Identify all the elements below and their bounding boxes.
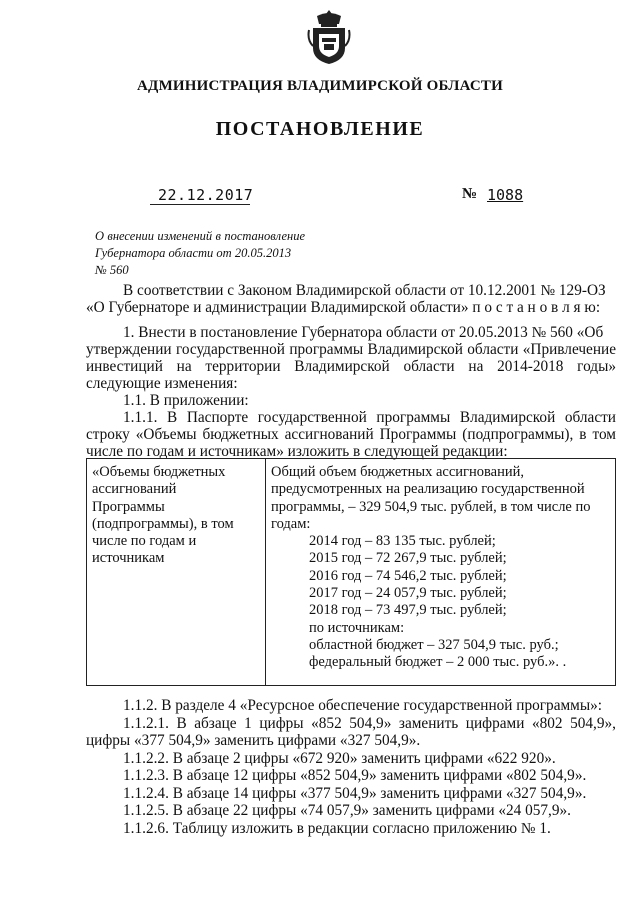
p1126-line: 1.1.2.6. Таблицу изложить в редакции согласно приложению № 1.: [123, 820, 551, 837]
table-left-cell: [87, 459, 266, 686]
p111-line-2: строку «Объемы бюджетных ассигнований Программы (подпрограммы), в том: [86, 426, 616, 443]
p112-line-1: 1.1.2. В разделе 4 «Ресурсное обеспечение государственной программы»:: [123, 697, 603, 714]
subject-line-2: Губернатора области от 20.05.2013 № 560: [95, 246, 292, 277]
document-subject: [95, 228, 305, 279]
budget-table: [86, 458, 616, 686]
right-cell-line: программы, – 329 504,9 тыс. рублей, в том числе по: [271, 498, 591, 515]
right-cell-line: годам:: [271, 515, 311, 532]
subject-line-1: О внесении изменений в постановление: [95, 229, 305, 243]
intro-line-1: В соответствии с Законом Владимирской области от 10.12.2001 № 129-ОЗ: [123, 282, 606, 299]
left-cell-line: «Объемы бюджетных: [92, 464, 226, 480]
document-date: 22.12.2017: [158, 186, 254, 204]
organization-title: АДМИНИСТРАЦИЯ ВЛАДИМИРСКОЙ ОБЛАСТИ: [137, 78, 503, 94]
p1125-line: 1.1.2.5. В абзаце 22 цифры «74 057,9» заменить цифрами «24 057,9».: [123, 802, 571, 819]
p111-line-1: 1.1.1. В Паспорте государственной программы Владимирской области: [123, 409, 616, 426]
left-cell-line: числе по годам и: [92, 533, 197, 550]
left-cell-line: ассигнований: [92, 481, 177, 498]
p1121-line-2: цифры «377 504,9» заменить цифрами «327 504,9».: [86, 732, 421, 749]
p1124-line: 1.1.2.4. В абзаце 14 цифры «377 504,9» заменить цифрами «327 504,9».: [123, 785, 587, 802]
p111-line-3: числе по годам и источникам» изложить в следующей редакции:: [86, 443, 508, 460]
left-cell-line: источникам: [92, 550, 165, 567]
p1-line-4: следующие изменения:: [86, 375, 238, 392]
document-type: ПОСТАНОВЛЕНИЕ: [215, 118, 425, 140]
year-line: 2016 год – 74 546,2 тыс. рублей;: [309, 567, 507, 584]
document-number: 1088: [487, 186, 524, 204]
p1122-line: 1.1.2.2. В абзаце 2 цифры «672 920» заменить цифрами «622 920».: [123, 750, 556, 767]
date-underline: [150, 204, 250, 205]
right-cell-line: Общий объем бюджетных ассигнований,: [271, 464, 525, 480]
p1-line-3: инвестиций на территории Владимирской области на 2014-2018 годы»: [86, 358, 616, 375]
p1-line-2: утверждении государственной программы Владимирской области «Привлечение: [86, 341, 616, 358]
left-cell-line: Программы: [92, 498, 165, 515]
coat-of-arms-icon: [307, 8, 351, 66]
source-line: федеральный бюджет – 2 000 тыс. руб.». .: [309, 654, 567, 671]
table-row: [87, 459, 616, 686]
year-line: 2018 год – 73 497,9 тыс. рублей;: [309, 602, 507, 619]
sources-label: по источникам:: [309, 619, 405, 636]
p1121-line-1: 1.1.2.1. В абзаце 1 цифры «852 504,9» заменить цифрами «802 504,9»,: [123, 715, 616, 732]
table-right-cell: [266, 459, 616, 686]
number-label: №: [462, 186, 478, 202]
year-line: 2014 год – 83 135 тыс. рублей;: [309, 533, 496, 550]
p1-line-1: 1. Внести в постановление Губернатора области от 20.05.2013 № 560 «Об: [123, 324, 604, 341]
year-line: 2015 год – 72 267,9 тыс. рублей;: [309, 550, 507, 567]
p11-line-1: 1.1. В приложении:: [123, 392, 249, 409]
intro-line-2: «О Губернаторе и администрации Владимирской области» п о с т а н о в л я ю:: [86, 299, 601, 316]
p1123-line: 1.1.2.3. В абзаце 12 цифры «852 504,9» заменить цифрами «802 504,9».: [123, 767, 587, 784]
left-cell-line: (подпрограммы), в том: [92, 515, 234, 532]
year-line: 2017 год – 24 057,9 тыс. рублей;: [309, 585, 507, 602]
right-cell-line: предусмотренных на реализацию государственной: [271, 481, 585, 498]
source-line: областной бюджет – 327 504,9 тыс. руб.;: [309, 636, 559, 653]
